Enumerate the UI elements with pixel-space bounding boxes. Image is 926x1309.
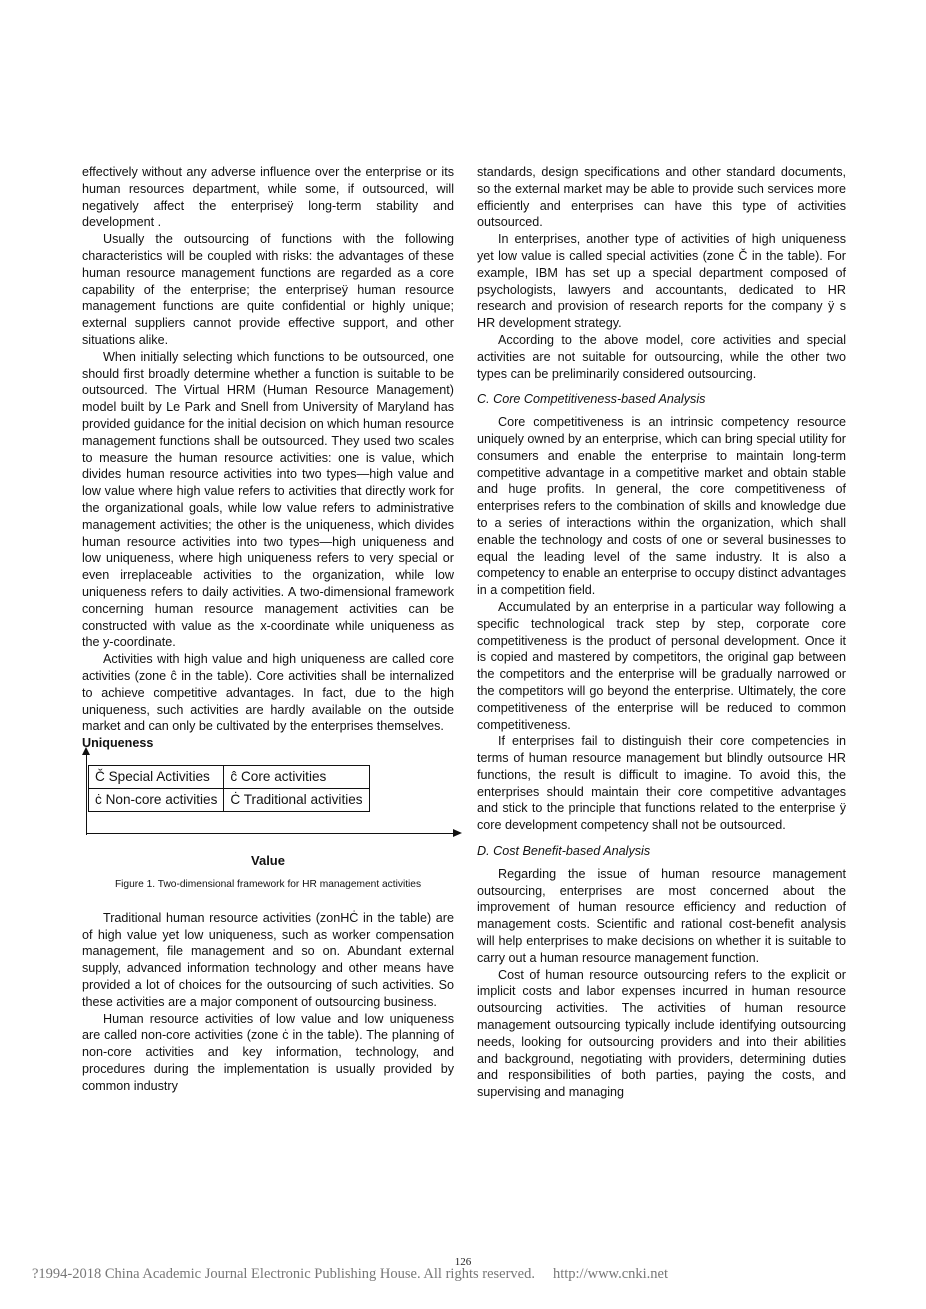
footer bbox=[32, 1266, 668, 1283]
x-axis-line bbox=[86, 833, 454, 834]
page-number: 126 bbox=[454, 1256, 472, 1268]
body-paragraph: When initially selecting which functions to be outsourced, one should first broadly determine whether a function is suitable to be outsourced. The Virtual HRM (Human Resource Management) model built by Le Park and Snell from University of Maryland has provided guidance for the initial decision on which human resource management functions shall be outsourced. They used two scales to measure the human resource activities: one is value, which divides human resource activities into two types—high value and low value where high value refers to activities that directly work for the organizational goals, while low value refers to administrative management activities; the other is the uniqueness, which divides human resource activities into two types—high uniqueness and low uniqueness, where high uniqueness refers to very special or even irreplaceable activities to the organization, while low uniqueness refers to daily activities. A two-dimensional framework concerning human resource management activities can be constructed with value as the x-coordinate while uniqueness as the y-coordinate. bbox=[82, 349, 454, 650]
table-row bbox=[89, 766, 370, 789]
footer-url: http://www.cnki.net bbox=[552, 1266, 669, 1282]
right-column bbox=[477, 164, 846, 1101]
figure-x-axis-label: Value bbox=[251, 853, 285, 869]
section-heading-c: C. Core Competitiveness-based Analysis bbox=[477, 392, 706, 407]
body-paragraph: According to the above model, core activities and special activities are not suitable for outsourcing, while the other two types can be preliminarily considered outsourcing. bbox=[477, 332, 846, 381]
body-paragraph: Activities with high value and high uniqueness are called core activities (zone ĉ in the table). Core activities shall be internalized to achieve competitive advantages. In fact, due to the high uniqueness, such activities are hardly available on the outside market and can only be cultivated by the enterprises themselves. bbox=[82, 652, 454, 734]
framework-table bbox=[88, 765, 370, 812]
body-paragraph: Traditional human resource activities (zonHĊ in the table) are of high value yet low uniqueness, such as worker compensation management, file management and so on. Abundant external supply, advanced information technology and other means have provided a lot of choices for the outsourcing of such activities. So these activities are a major component of outsourcing business. bbox=[82, 910, 454, 1009]
body-paragraph: Accumulated by an enterprise in a particular way following a specific technological track step by step, corporate core competitiveness is the product of personal development. Once it is copied and mastered by competitors, the original gap between the competitors and the enterprise will be gradually narrowed or the competitors will go beyond the enterprise. Ultimately, the core competitiveness of the enterprise will be reduced to common competitiveness. bbox=[477, 599, 846, 732]
body-paragraph: Human resource activities of low value and low uniqueness are called non-core activities (zone ċ in the table). The planning of non-core activities and key information, technology, and procedures during the implementation is usually provided by common industry bbox=[82, 1011, 454, 1093]
figure-caption: Figure 1. Two-dimensional framework for HR management activities bbox=[114, 879, 422, 891]
body-paragraph: Regarding the issue of human resource management outsourcing, enterprises are most concerned about the improvement of human resource efficiency and reduction of management costs. Scientific and rational cost-benefit analysis will help enterprises to make decisions on whether it is suitable to carry out a human resource management function. bbox=[477, 866, 846, 965]
body-paragraph: standards, design specifications and other standard documents, so the external market may be able to provide such services more efficiently and enterprises can have this type of activities outsourced. bbox=[477, 165, 846, 230]
figure-framework bbox=[82, 735, 454, 875]
section-heading-d: D. Cost Benefit-based Analysis bbox=[477, 844, 651, 859]
body-paragraph: Usually the outsourcing of functions with the following characteristics will be coupled with risks: the advantages of these human resource management functions are regarded as a core capability of the enterprise; the enterpriseÿ human resource management functions are quite confidential or highly unique; external suppliers cannot provide effective support, and other situations alike. bbox=[82, 232, 454, 347]
x-axis-arrow-icon bbox=[453, 829, 462, 837]
body-paragraph: If enterprises fail to distinguish their core competencies in terms of human resource management but blindly outsource HR functions, the result is difficult to imagine. To avoid this, the enterprises should maintain their core competitive advantages and stick to the principle that functions related to the enterprise ÿ core development competency shall not be outsourced. bbox=[477, 734, 846, 833]
y-axis-line bbox=[86, 753, 87, 835]
cell-core-activities: ĉ Core activities bbox=[224, 766, 369, 789]
cell-non-core-activities: ċ Non-core activities bbox=[89, 789, 224, 812]
footer-copyright: ?1994-2018 China Academic Journal Electronic Publishing House. All rights reserved. bbox=[32, 1266, 535, 1282]
body-paragraph: In enterprises, another type of activities of high uniqueness yet low value is called special activities (zone Č in the table). For example, IBM has set up a special department composed of psychologists, lawyers and accountants, dedicated to HR research and provision of research reports for the company ÿ s HR development strategy. bbox=[477, 232, 846, 331]
left-column bbox=[82, 164, 454, 1095]
table-row bbox=[89, 789, 370, 812]
cell-traditional-activities: Ċ Traditional activities bbox=[224, 789, 369, 812]
cell-special-activities: Č Special Activities bbox=[89, 766, 224, 789]
body-paragraph: Cost of human resource outsourcing refers to the explicit or implicit costs and labor expenses incurred in human resource outsourcing activities. The activities of human resource management outsourcing typically include identifying outsourcing needs, looking for outsourcing providers and into their abilities and background, negotiating with providers, determining duties and responsibilities of both parties, paying the costs, and supervising and managing bbox=[477, 967, 846, 1100]
figure-y-axis-label: Uniqueness bbox=[82, 736, 154, 751]
body-paragraph: effectively without any adverse influence over the enterprise or its human resources department, while some, if outsourced, will negatively affect the enterpriseÿ long-term stability and development . bbox=[82, 165, 454, 230]
body-paragraph: Core competitiveness is an intrinsic competency resource uniquely owned by an enterprise, which can bring special utility for consumers and enable the enterprise to maintain long-term competitive advantage in a competitive market and obtain stable and huge profits. In general, the core competitiveness of enterprises refers to the combination of skills and knowledge due to a series of interactions within the organization, which shall enable the technology and costs of one or several businesses to equal the leading level of the same industry. It is also a competency to enable an enterprise to occupy distinct advantages in a competition field. bbox=[477, 415, 846, 598]
